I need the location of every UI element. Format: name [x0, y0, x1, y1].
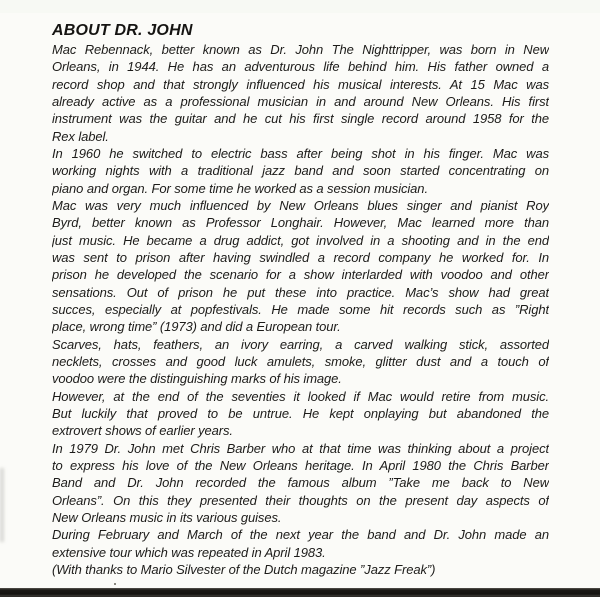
- text-line: Rex label.: [52, 128, 109, 144]
- text-line: However, at the end of the seventies it looked if Mac would retire from music.: [52, 388, 549, 404]
- text-line: record shop and that strongly influenced his musical interests. At 15 Mac was: [52, 76, 549, 92]
- text-line: necklets, crosses and good luck amulets, smoke, glitter dust and a touch of: [52, 353, 549, 369]
- paragraphs-container: [52, 41, 549, 578]
- text-line: already active as a professional musician in and around New Orleans. His first: [52, 93, 549, 109]
- text-line: (With thanks to Mario Silvester of the Dutch magazine ”Jazz Freak”): [52, 561, 436, 577]
- text-line: to express his love of the New Orleans heritage. In April 1980 the Chris Barber: [52, 457, 549, 473]
- text-line: Orleans”. On this they presented their thoughts on the present day aspects of: [52, 492, 549, 508]
- text-line: Band and Dr. John recorded the famous album ”Take me back to New: [52, 475, 549, 491]
- scan-artifact: [114, 583, 116, 585]
- text-line: Scarves, hats, feathers, an ivory earring, a carved walking stick, assorted: [52, 336, 549, 352]
- scan-artifact: [0, 262, 9, 296]
- page-bottom-edge-bar: [0, 588, 600, 597]
- scan-artifact: [0, 12, 9, 58]
- text-line: place, wrong time” (1973) and did a European tour.: [52, 319, 341, 335]
- text-line: succes, especially at popfestivals. He made some hit records such as ”Right: [52, 301, 549, 317]
- text-line: Orleans, in 1944. He has an adventurous life behind him. His father owned a: [52, 59, 549, 75]
- text-line: just music. He became a drug addict, got involved in a shooting and in the end: [52, 232, 549, 248]
- text-line: voodoo were the distinguishing marks of his image.: [52, 371, 342, 387]
- text-line: In 1960 he switched to electric bass after being shot in his finger. Mac was: [52, 145, 549, 161]
- text-line: extensive tour which was repeated in April 1983.: [52, 544, 326, 560]
- scan-artifact: [0, 98, 9, 150]
- scan-artifact: [0, 468, 4, 542]
- scan-top-edge: [0, 0, 600, 13]
- text-line: In 1979 Dr. John met Chris Barber who at that time was thinking about a project: [52, 440, 549, 456]
- text-line: was sent to prison after having swindled a record company he worked for. In: [52, 249, 549, 265]
- text-line: New Orleans music in its various guises.: [52, 509, 282, 525]
- text-line: But luckily that proved to be untrue. He kept onplaying but abandoned the: [52, 405, 549, 421]
- scan-artifact: [0, 208, 9, 256]
- text-line: piano and organ. For some time he worked as a session musician.: [52, 180, 428, 196]
- text-line: Mac was very much influenced by New Orleans blues singer and pianist Roy: [52, 197, 549, 213]
- text-line: instrument was the guitar and he cut his first single record around 1958 for the: [52, 111, 549, 127]
- page-title: ABOUT DR. JOHN: [52, 22, 193, 39]
- liner-notes-text-block: [52, 21, 549, 578]
- text-line: sensations. Out of prison he put these into practice. Mac’s show had great: [52, 284, 549, 300]
- text-line: During February and March of the next year the band and Dr. John made an: [52, 527, 549, 543]
- text-line: Mac Rebennack, better known as Dr. John The Nighttripper, was born in New: [52, 42, 549, 57]
- text-line: Byrd, better known as Professor Longhair. However, Mac learned more than: [52, 215, 549, 231]
- text-line: working nights with a traditional jazz band and soon started concentrating on: [52, 163, 549, 179]
- text-line: extrovert shows of earlier years.: [52, 423, 233, 439]
- text-line: prison he developed the scenario for a show interlarded with voodoo and other: [52, 267, 549, 283]
